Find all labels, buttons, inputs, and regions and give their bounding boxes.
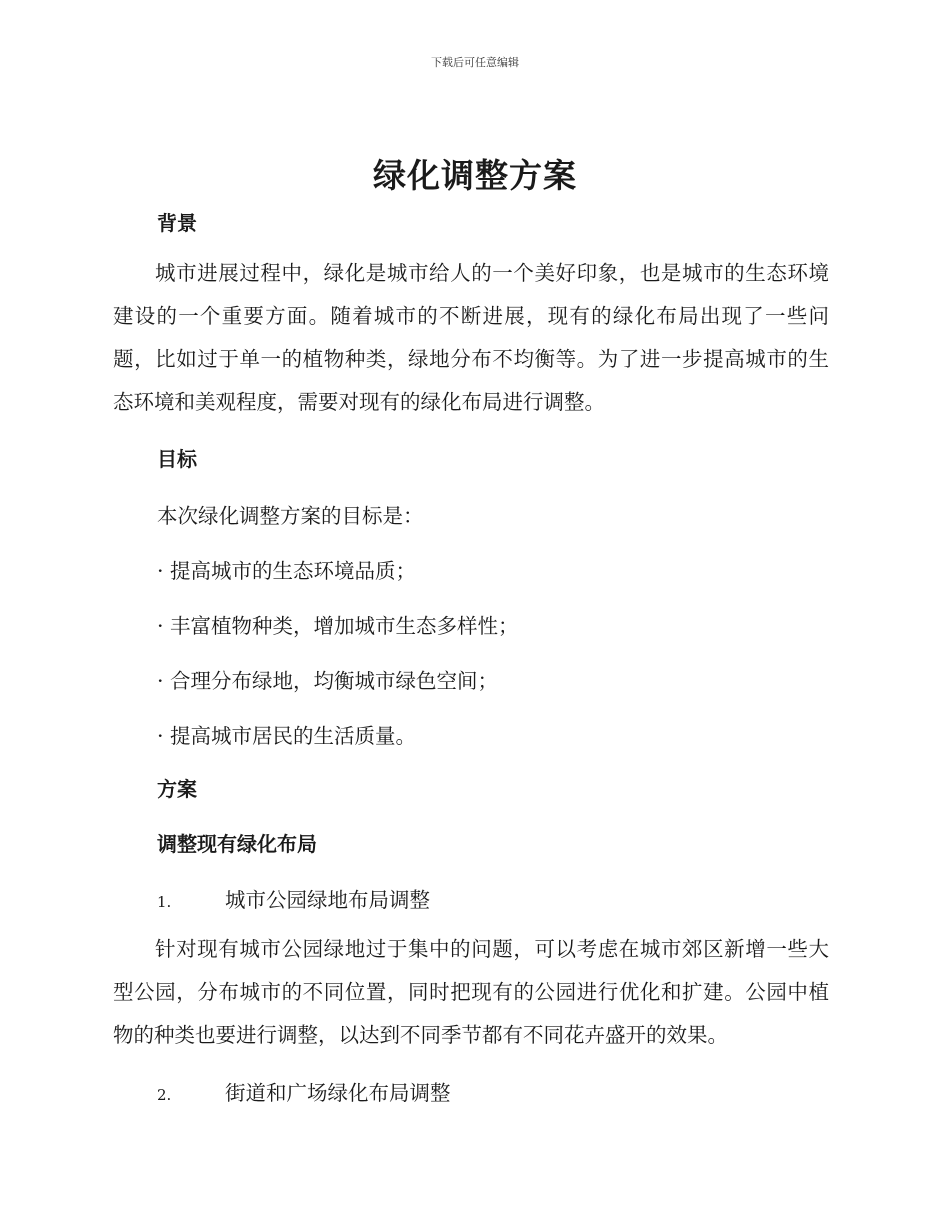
goal-item: · 提高城市居民的生活质量。 [157, 724, 417, 748]
section-heading-goals: 目标 [157, 447, 197, 471]
goal-item: · 合理分布绿地，均衡城市绿色空间； [157, 669, 499, 693]
plan-subheading: 调整现有绿化布局 [157, 832, 317, 856]
item-title: 城市公园绿地布局调整 [225, 888, 430, 912]
section-heading-background: 背景 [157, 211, 197, 235]
section-heading-plan: 方案 [157, 777, 197, 801]
goal-item: · 丰富植物种类，增加城市生态多样性； [157, 614, 519, 638]
item-number: 2. [157, 1086, 172, 1104]
document-title: 绿化调整方案 [373, 156, 577, 195]
park-adjustment-paragraph: 针对现有城市公园绿地过于集中的问题，可以考虑在城市郊区新增一些大型公园，分布城市的不同位置，同时把现有的公园进行优化和扩建。公园中植物的种类也要进行调整，以达到不同季节都有不同花卉盛开的效果。 [113, 937, 829, 1047]
item-number: 1. [157, 893, 172, 911]
numbered-item [157, 1076, 451, 1106]
goals-intro: 本次绿化调整方案的目标是： [157, 504, 424, 528]
background-paragraph: 城市进展过程中，绿化是城市给人的一个美好印象，也是城市的生态环境建设的一个重要方面。随着城市的不断进展，现有的绿化布局出现了一些问题，比如过于单一的植物种类，绿地分布不均衡等。为了进一步提高城市的生态环境和美观程度，需要对现有的绿化布局进行调整。 [113, 261, 829, 414]
header-note: 下载后可任意编辑 [431, 56, 519, 69]
numbered-item [157, 883, 430, 913]
item-title: 街道和广场绿化布局调整 [225, 1081, 451, 1105]
goal-item: · 提高城市的生态环境品质； [157, 559, 417, 583]
